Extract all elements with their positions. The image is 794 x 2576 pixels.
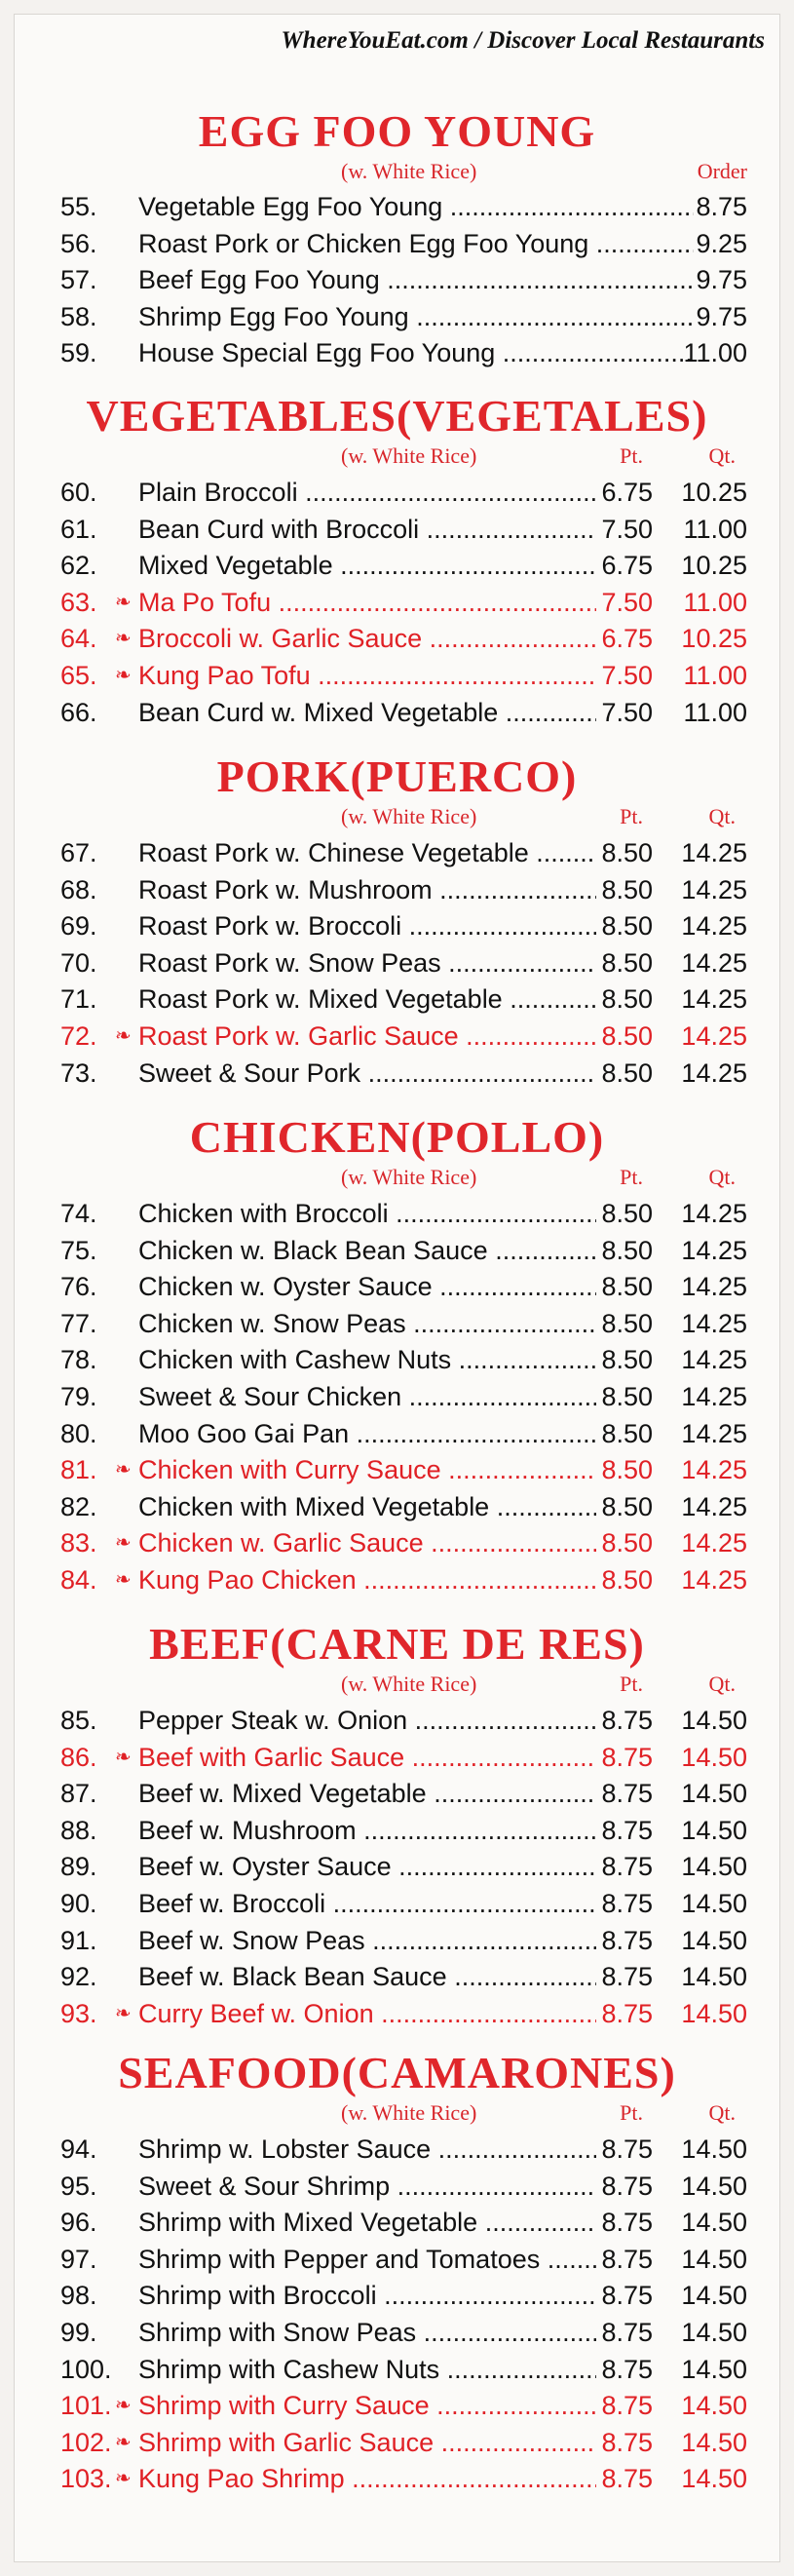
- menu-item-row: [0, 1962, 794, 1997]
- item-name: Shrimp Egg Foo Young .....: [138, 302, 694, 332]
- item-price-pint: 8.75: [601, 2281, 653, 2310]
- menu-item-row: [0, 302, 794, 337]
- item-price-quart: 14.50: [681, 2318, 747, 2347]
- menu-item-row: [0, 1236, 794, 1271]
- item-price-quart: 14.25: [681, 1021, 747, 1051]
- item-price-pint: 7.50: [601, 698, 653, 727]
- price-column-header: Pt.: [620, 1672, 643, 1696]
- item-price-pint: 8.50: [601, 911, 653, 941]
- item-price-pint: 8.50: [601, 1345, 653, 1374]
- menu-item-row: [0, 661, 794, 696]
- item-price-quart: 14.50: [681, 1852, 747, 1881]
- item-number: 79.: [60, 1382, 97, 1411]
- item-number: 93.: [60, 1999, 97, 2028]
- chili-pepper-icon: ❧: [115, 1459, 132, 1480]
- menu-item-row: [0, 875, 794, 910]
- item-price-pint: 8.50: [601, 1565, 653, 1595]
- item-name: Roast Pork w. Garlic Sauce .....: [138, 1021, 596, 1052]
- item-number: 88.: [60, 1816, 97, 1845]
- item-name: Beef w. Black Bean Sauce .....: [138, 1962, 596, 1992]
- chili-pepper-icon: ❧: [115, 1532, 132, 1554]
- item-number: 101.: [60, 2391, 112, 2420]
- item-name: Shrimp with Broccoli .....: [138, 2281, 596, 2311]
- item-name: Roast Pork w. Chinese Vegetable .....: [138, 838, 596, 868]
- item-price-pint: 8.75: [601, 2245, 653, 2274]
- item-name: Kung Pao Chicken .....: [138, 1565, 596, 1596]
- item-name: Beef w. Mushroom .....: [138, 1816, 596, 1846]
- item-price-pint: 8.75: [601, 1962, 653, 1991]
- item-name: Shrimp with Curry Sauce .....: [138, 2391, 596, 2421]
- menu-item-row: [0, 1852, 794, 1887]
- item-price-quart: 14.50: [681, 2245, 747, 2274]
- item-price-quart: 14.50: [681, 1889, 747, 1918]
- item-number: 71.: [60, 984, 97, 1014]
- item-name: Shrimp with Garlic Sauce .....: [138, 2428, 596, 2458]
- item-name: Beef w. Snow Peas .....: [138, 1926, 596, 1956]
- menu-item-row: [0, 1345, 794, 1380]
- item-name: Sweet & Sour Chicken .....: [138, 1382, 596, 1412]
- section-title: VEGETABLES(VEGETALES): [86, 391, 708, 441]
- item-price-quart: 14.25: [681, 1199, 747, 1228]
- item-number: 62.: [60, 551, 97, 580]
- item-number: 91.: [60, 1926, 97, 1955]
- menu-item-row: [0, 698, 794, 733]
- item-number: 69.: [60, 911, 97, 941]
- item-name: Beef with Garlic Sauce .....: [138, 1743, 596, 1773]
- menu-item-row: [0, 1779, 794, 1814]
- item-price: 9.25: [696, 229, 747, 258]
- item-name: Chicken w. Garlic Sauce .....: [138, 1528, 596, 1558]
- section-title: BEEF(CARNE DE RES): [149, 1619, 645, 1669]
- chili-pepper-icon: ❧: [115, 592, 132, 613]
- item-number: 70.: [60, 948, 97, 978]
- menu-item-row: [0, 1706, 794, 1741]
- item-price-pint: 8.50: [601, 1419, 653, 1448]
- menu-item-row: [0, 1309, 794, 1344]
- item-number: 102.: [60, 2428, 112, 2457]
- item-price-quart: 14.25: [681, 1272, 747, 1301]
- item-price-quart: 14.50: [681, 1816, 747, 1845]
- item-number: 78.: [60, 1345, 97, 1374]
- item-number: 100.: [60, 2355, 112, 2384]
- item-price-quart: 14.25: [681, 1565, 747, 1595]
- price-column-header: Qt.: [708, 443, 736, 468]
- menu-item-row: [0, 1492, 794, 1527]
- item-price-quart: 14.50: [681, 1779, 747, 1808]
- item-number: 80.: [60, 1419, 97, 1448]
- item-price-pint: 8.50: [601, 875, 653, 904]
- menu-item-row: [0, 338, 794, 373]
- item-number: 92.: [60, 1962, 97, 1991]
- item-name: Moo Goo Gai Pan .....: [138, 1419, 596, 1449]
- item-name: Vegetable Egg Foo Young .....: [138, 192, 694, 222]
- menu-item-row: [0, 1565, 794, 1600]
- item-price-pint: 8.75: [601, 2172, 653, 2201]
- menu-item-row: [0, 265, 794, 300]
- menu-item-row: [0, 2245, 794, 2280]
- chili-pepper-icon: ❧: [115, 1569, 132, 1591]
- item-name: Shrimp with Mixed Vegetable .....: [138, 2208, 596, 2238]
- menu-item-row: [0, 1816, 794, 1851]
- item-price-pint: 8.50: [601, 1492, 653, 1521]
- chili-pepper-icon: ❧: [115, 665, 132, 686]
- menu-item-row: [0, 1382, 794, 1417]
- item-name: Shrimp w. Lobster Sauce .....: [138, 2134, 596, 2165]
- menu-item-row: [0, 2208, 794, 2243]
- item-price-quart: 14.50: [681, 2208, 747, 2237]
- item-price-quart: 14.50: [681, 1743, 747, 1772]
- menu-item-row: [0, 948, 794, 983]
- item-price-pint: 7.50: [601, 515, 653, 544]
- item-price-pint: 8.50: [601, 1455, 653, 1484]
- item-price-quart: 14.50: [681, 2134, 747, 2164]
- price-column-header: Pt.: [620, 2100, 643, 2125]
- item-price-pint: 8.75: [601, 1999, 653, 2028]
- item-number: 55.: [60, 192, 97, 221]
- item-name: Chicken w. Snow Peas .....: [138, 1309, 596, 1339]
- section-title: SEAFOOD(CAMARONES): [118, 2048, 676, 2097]
- item-price-quart: 14.50: [681, 2355, 747, 2384]
- item-price-pint: 8.75: [601, 1889, 653, 1918]
- item-name: Beef w. Mixed Vegetable .....: [138, 1779, 596, 1809]
- item-number: 56.: [60, 229, 97, 258]
- menu-item-row: [0, 1926, 794, 1961]
- item-price-pint: 8.50: [601, 1382, 653, 1411]
- price-column-header: Qt.: [708, 1165, 736, 1189]
- item-price-quart: 14.25: [681, 1492, 747, 1521]
- item-number: 103.: [60, 2464, 112, 2493]
- item-name: Beef w. Broccoli .....: [138, 1889, 596, 1919]
- section-subtitle: (w. White Rice): [341, 443, 477, 468]
- item-name: Bean Curd with Broccoli .....: [138, 515, 596, 545]
- item-number: 77.: [60, 1309, 97, 1338]
- item-name: Chicken w. Oyster Sauce .....: [138, 1272, 596, 1302]
- menu-item-row: [0, 478, 794, 513]
- item-price: 11.00: [683, 338, 747, 367]
- price-column-header: Pt.: [620, 443, 643, 468]
- item-price-quart: 14.50: [681, 1926, 747, 1955]
- item-price-pint: 8.75: [601, 2428, 653, 2457]
- price-column-header: Qt.: [708, 804, 736, 828]
- menu-item-row: [0, 1999, 794, 2034]
- item-number: 59.: [60, 338, 97, 367]
- menu-item-row: [0, 1272, 794, 1307]
- item-number: 61.: [60, 515, 97, 544]
- item-number: 67.: [60, 838, 97, 867]
- chili-pepper-icon: ❧: [115, 1025, 132, 1047]
- item-name: Roast Pork w. Mushroom .....: [138, 875, 596, 905]
- item-price: 9.75: [696, 265, 747, 294]
- item-number: 66.: [60, 698, 97, 727]
- item-price-quart: 14.50: [681, 2464, 747, 2493]
- item-name: Chicken with Broccoli .....: [138, 1199, 596, 1229]
- menu-item-row: [0, 2134, 794, 2170]
- item-price-pint: 8.50: [601, 1272, 653, 1301]
- item-number: 90.: [60, 1889, 97, 1918]
- menu-item-row: [0, 1419, 794, 1454]
- menu-item-row: [0, 1058, 794, 1094]
- item-number: 65.: [60, 661, 97, 690]
- item-number: 58.: [60, 302, 97, 331]
- item-name: Shrimp with Pepper and Tomatoes .....: [138, 2245, 596, 2275]
- section-subtitle: (w. White Rice): [341, 2100, 477, 2125]
- item-price-pint: 8.50: [601, 1058, 653, 1088]
- item-price-pint: 8.75: [601, 2208, 653, 2237]
- item-price-pint: 8.50: [601, 948, 653, 978]
- item-price-pint: 8.50: [601, 1021, 653, 1051]
- chili-pepper-icon: ❧: [115, 2395, 132, 2416]
- item-price-pint: 8.75: [601, 1852, 653, 1881]
- item-name: Roast Pork or Chicken Egg Foo Young .....: [138, 229, 694, 259]
- chili-pepper-icon: ❧: [115, 2468, 132, 2489]
- item-price-quart: 14.25: [681, 875, 747, 904]
- item-price-pint: 8.50: [601, 1199, 653, 1228]
- item-price-quart: 14.50: [681, 1962, 747, 1991]
- chili-pepper-icon: ❧: [115, 1747, 132, 1768]
- item-price-pint: 8.50: [601, 1236, 653, 1265]
- item-name: Chicken w. Black Bean Sauce .....: [138, 1236, 596, 1266]
- item-price: 9.75: [696, 302, 747, 331]
- item-number: 76.: [60, 1272, 97, 1301]
- section-subtitle: (w. White Rice): [341, 1672, 477, 1696]
- item-name: Mixed Vegetable .....: [138, 551, 596, 581]
- item-price-quart: 14.25: [681, 1058, 747, 1088]
- menu-item-row: [0, 192, 794, 227]
- item-number: 60.: [60, 478, 97, 507]
- menu-item-row: [0, 1743, 794, 1778]
- item-number: 99.: [60, 2318, 97, 2347]
- item-price-pint: 8.75: [601, 2134, 653, 2164]
- menu-item-row: [0, 1455, 794, 1490]
- section-title: PORK(PUERCO): [216, 751, 578, 801]
- item-price-pint: 8.50: [601, 838, 653, 867]
- item-price-quart: 14.50: [681, 1999, 747, 2028]
- section-title: CHICKEN(POLLO): [189, 1112, 605, 1162]
- section-subtitle: (w. White Rice): [341, 1165, 477, 1189]
- item-number: 84.: [60, 1565, 97, 1595]
- item-price-quart: 14.25: [681, 911, 747, 941]
- item-price-pint: 7.50: [601, 588, 653, 617]
- item-name: Shrimp with Snow Peas .....: [138, 2318, 596, 2348]
- item-name: House Special Egg Foo Young .....: [138, 338, 694, 368]
- item-name: Chicken with Curry Sauce .....: [138, 1455, 596, 1485]
- item-price-pint: 8.75: [601, 2391, 653, 2420]
- item-price-quart: 11.00: [683, 515, 747, 544]
- menu-item-row: [0, 1021, 794, 1057]
- item-name: Broccoli w. Garlic Sauce .....: [138, 624, 596, 654]
- item-price-pint: 8.75: [601, 2355, 653, 2384]
- item-price-pint: 8.75: [601, 1779, 653, 1808]
- item-price-quart: 14.50: [681, 2391, 747, 2420]
- item-price-pint: 8.75: [601, 1743, 653, 1772]
- item-number: 82.: [60, 1492, 97, 1521]
- item-price-quart: 14.25: [681, 838, 747, 867]
- item-number: 97.: [60, 2245, 97, 2274]
- item-price-pint: 6.75: [601, 624, 653, 653]
- item-name: Bean Curd w. Mixed Vegetable .....: [138, 698, 596, 728]
- item-price-pint: 7.50: [601, 661, 653, 690]
- chili-pepper-icon: ❧: [115, 2432, 132, 2453]
- item-name: Roast Pork w. Snow Peas .....: [138, 948, 596, 979]
- menu-item-row: [0, 229, 794, 264]
- item-name: Kung Pao Shrimp .....: [138, 2464, 596, 2494]
- item-price-quart: 14.25: [681, 1455, 747, 1484]
- item-price-quart: 14.50: [681, 2281, 747, 2310]
- item-price-quart: 14.50: [681, 2172, 747, 2201]
- item-price: 8.75: [696, 192, 747, 221]
- item-number: 72.: [60, 1021, 97, 1051]
- item-price-pint: 8.75: [601, 1816, 653, 1845]
- menu-item-row: [0, 1199, 794, 1234]
- menu-item-row: [0, 2391, 794, 2426]
- item-name: Plain Broccoli .....: [138, 478, 596, 508]
- item-number: 57.: [60, 265, 97, 294]
- item-price-quart: 14.25: [681, 1236, 747, 1265]
- site-header: WhereYouEat.com / Discover Local Restaurants: [281, 27, 765, 54]
- item-name: Roast Pork w. Mixed Vegetable .....: [138, 984, 596, 1015]
- menu-item-row: [0, 2281, 794, 2316]
- item-number: 89.: [60, 1852, 97, 1881]
- item-price-quart: 14.25: [681, 984, 747, 1014]
- item-number: 81.: [60, 1455, 97, 1484]
- menu-item-row: [0, 2318, 794, 2353]
- item-price-pint: 8.75: [601, 1926, 653, 1955]
- price-column-header: Pt.: [620, 804, 643, 828]
- price-column-header: Qt.: [708, 1672, 736, 1696]
- item-name: Ma Po Tofu .....: [138, 588, 596, 618]
- item-price-quart: 11.00: [683, 698, 747, 727]
- item-price-pint: 8.50: [601, 1309, 653, 1338]
- item-price-pint: 8.50: [601, 984, 653, 1014]
- price-column-header: Pt.: [620, 1165, 643, 1189]
- menu-item-row: [0, 624, 794, 659]
- item-price-quart: 10.25: [681, 624, 747, 653]
- menu-item-row: [0, 588, 794, 623]
- item-name: Sweet & Sour Pork .....: [138, 1058, 596, 1089]
- item-price-quart: 10.25: [681, 478, 747, 507]
- menu-item-row: [0, 2464, 794, 2499]
- menu-item-row: [0, 911, 794, 946]
- item-number: 94.: [60, 2134, 97, 2164]
- menu-item-row: [0, 984, 794, 1019]
- item-number: 85.: [60, 1706, 97, 1735]
- item-price-pint: 6.75: [601, 551, 653, 580]
- item-price-quart: 10.25: [681, 551, 747, 580]
- section-subtitle: (w. White Rice): [341, 159, 477, 183]
- price-column-header: Order: [697, 159, 747, 183]
- menu-item-row: [0, 1889, 794, 1924]
- item-price-quart: 14.50: [681, 2428, 747, 2457]
- item-number: 68.: [60, 875, 97, 904]
- item-name: Pepper Steak w. Onion .....: [138, 1706, 596, 1736]
- item-price-pint: 6.75: [601, 478, 653, 507]
- item-name: Sweet & Sour Shrimp .....: [138, 2172, 596, 2202]
- section-title: EGG FOO YOUNG: [198, 106, 596, 156]
- item-number: 63.: [60, 588, 97, 617]
- item-price-quart: 11.00: [683, 661, 747, 690]
- chili-pepper-icon: ❧: [115, 2003, 132, 2024]
- item-price-pint: 8.75: [601, 1706, 653, 1735]
- menu-item-row: [0, 515, 794, 550]
- item-price-quart: 14.25: [681, 1528, 747, 1557]
- menu-item-row: [0, 551, 794, 586]
- menu-item-row: [0, 2172, 794, 2207]
- price-column-header: Qt.: [708, 2100, 736, 2125]
- menu-item-row: [0, 2428, 794, 2463]
- menu-item-row: [0, 2355, 794, 2390]
- item-number: 96.: [60, 2208, 97, 2237]
- item-number: 73.: [60, 1058, 97, 1088]
- section-subtitle: (w. White Rice): [341, 804, 477, 828]
- menu-item-row: [0, 1528, 794, 1563]
- item-price-quart: 14.50: [681, 1706, 747, 1735]
- item-name: Chicken with Mixed Vegetable .....: [138, 1492, 596, 1522]
- item-number: 87.: [60, 1779, 97, 1808]
- item-price-quart: 11.00: [683, 588, 747, 617]
- item-price-pint: 8.50: [601, 1528, 653, 1557]
- item-name: Kung Pao Tofu .....: [138, 661, 596, 691]
- item-number: 86.: [60, 1743, 97, 1772]
- item-price-quart: 14.25: [681, 1419, 747, 1448]
- item-number: 75.: [60, 1236, 97, 1265]
- item-number: 74.: [60, 1199, 97, 1228]
- item-number: 64.: [60, 624, 97, 653]
- item-name: Beef w. Oyster Sauce .....: [138, 1852, 596, 1882]
- item-price-pint: 8.75: [601, 2464, 653, 2493]
- item-name: Roast Pork w. Broccoli .....: [138, 911, 596, 942]
- item-price-quart: 14.25: [681, 1345, 747, 1374]
- item-price-quart: 14.25: [681, 1382, 747, 1411]
- item-number: 83.: [60, 1528, 97, 1557]
- item-price-quart: 14.25: [681, 1309, 747, 1338]
- item-name: Chicken with Cashew Nuts .....: [138, 1345, 596, 1375]
- item-number: 98.: [60, 2281, 97, 2310]
- menu-item-row: [0, 838, 794, 873]
- item-price-pint: 8.75: [601, 2318, 653, 2347]
- item-price-quart: 14.25: [681, 948, 747, 978]
- chili-pepper-icon: ❧: [115, 628, 132, 649]
- item-number: 95.: [60, 2172, 97, 2201]
- item-name: Beef Egg Foo Young .....: [138, 265, 694, 295]
- item-name: Curry Beef w. Onion .....: [138, 1999, 596, 2029]
- item-name: Shrimp with Cashew Nuts .....: [138, 2355, 596, 2385]
